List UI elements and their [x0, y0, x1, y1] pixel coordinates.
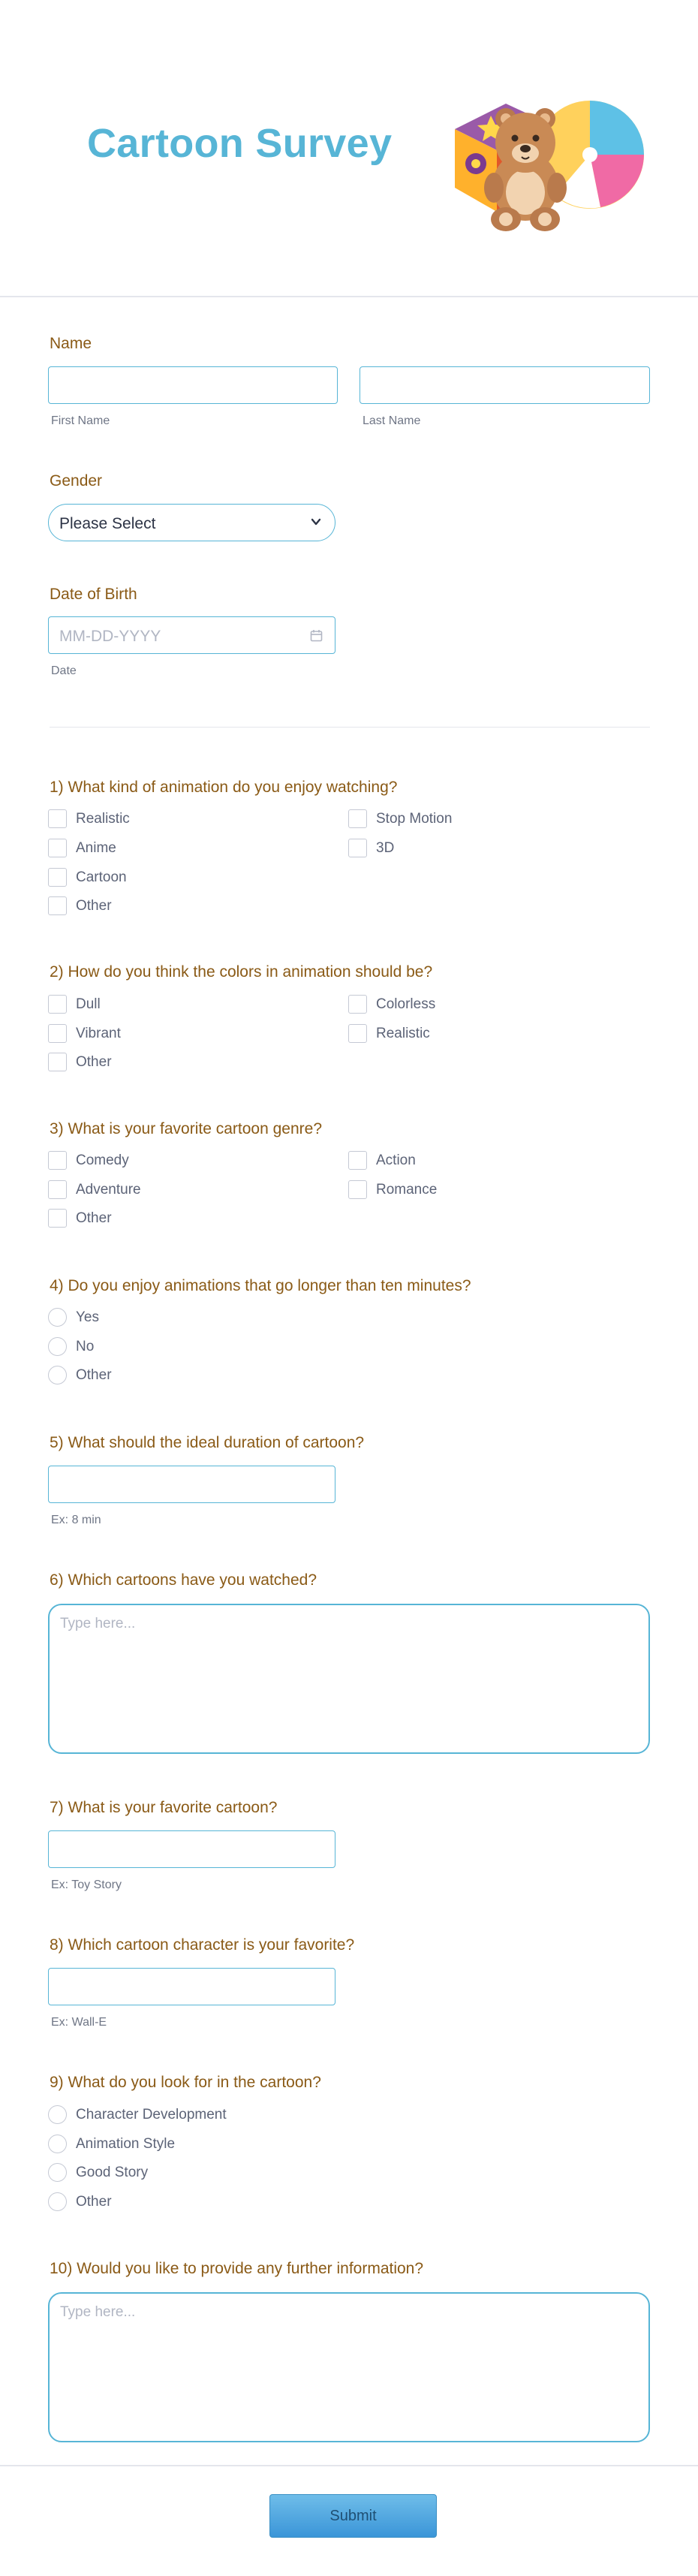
radio-button[interactable] — [48, 2163, 67, 2182]
q10-label: 10) Would you like to provide any further information? — [50, 2260, 424, 2277]
checkbox[interactable] — [48, 1024, 67, 1043]
checkbox[interactable] — [348, 809, 367, 828]
last-name-input[interactable] — [360, 366, 650, 404]
gender-label: Gender — [50, 472, 103, 490]
form-card: Cartoon Survey Name First Name Last Name Gender Please Select Date of Birth MM-DD-YYYY Date 1) What kind of animation do you enjoy watching? Realistic Anime Cartoon Other Stop Motion 3D 2) How do you think the colors in animation should be? Dull Vibrant Other Colorless Realistic 3) What is your favorite cartoon genre? Comedy Adventure Other Action Romance 4) Do you enjoy animations that go longer than ten minutes? Yes No Other 5) What should the ideal duration of cartoon? Ex: 8 min 6) Which cartoons have you watched? Type here... 7) What is your favorite cartoon? Ex: Toy Story 8) Which cartoon character is your favorite? Ex: Wall-E 9) What do you look for in the cartoon? Character Development Animation Style Good Story Other 10) Would you like to provide any further information? Type here... Submit — [0, 0, 698, 2576]
radio-button[interactable] — [48, 1308, 67, 1327]
checkbox[interactable] — [348, 839, 367, 857]
submit-button[interactable]: Submit — [269, 2494, 437, 2538]
radio-button[interactable] — [48, 2135, 67, 2153]
checkbox[interactable] — [348, 995, 367, 1014]
q4-label: 4) Do you enjoy animations that go longer than ten minutes? — [50, 1277, 471, 1294]
checkbox[interactable] — [48, 1053, 67, 1071]
dob-sublabel: Date — [51, 664, 77, 677]
chevron-down-icon — [309, 515, 323, 529]
footer-divider — [0, 2465, 698, 2466]
checkbox[interactable] — [48, 995, 67, 1014]
checkbox[interactable] — [348, 1180, 367, 1199]
checkbox[interactable] — [348, 1151, 367, 1170]
radio-button[interactable] — [48, 1337, 67, 1356]
form-header — [0, 0, 698, 297]
dob-input[interactable] — [48, 616, 335, 654]
q1-label: 1) What kind of animation do you enjoy watching? — [50, 779, 398, 796]
section-divider — [50, 727, 650, 728]
q8-sublabel: Ex: Wall-E — [51, 2016, 107, 2029]
q2-label: 2) How do you think the colors in animation should be? — [50, 963, 433, 981]
q9-label: 9) What do you look for in the cartoon? — [50, 2074, 321, 2091]
q8-favorite-character-input[interactable] — [48, 1968, 335, 2005]
gender-select[interactable] — [48, 504, 335, 541]
first-name-sublabel: First Name — [51, 414, 110, 427]
checkbox[interactable] — [48, 1151, 67, 1170]
checkbox[interactable] — [48, 1209, 67, 1228]
q5-sublabel: Ex: 8 min — [51, 1514, 101, 1526]
q10-textarea[interactable] — [48, 2292, 650, 2442]
checkbox[interactable] — [48, 896, 67, 915]
checkbox[interactable] — [48, 1180, 67, 1199]
q6-label: 6) Which cartoons have you watched? — [50, 1571, 317, 1589]
q6-textarea[interactable] — [48, 1604, 650, 1754]
dob-label: Date of Birth — [50, 586, 137, 603]
radio-button[interactable] — [48, 2105, 67, 2124]
checkbox[interactable] — [48, 868, 67, 887]
dob-placeholder: MM-DD-YYYY — [59, 628, 161, 645]
last-name-sublabel: Last Name — [363, 414, 421, 427]
q5-label: 5) What should the ideal duration of cartoon? — [50, 1434, 365, 1451]
q8-label: 8) Which cartoon character is your favorite? — [50, 1936, 355, 1954]
name-label: Name — [50, 335, 92, 352]
checkbox[interactable] — [48, 839, 67, 857]
form-title: Cartoon Survey — [87, 121, 393, 166]
first-name-input[interactable] — [48, 366, 338, 404]
radio-button[interactable] — [48, 1366, 67, 1384]
toys-illustration — [450, 83, 645, 237]
checkbox[interactable] — [348, 1024, 367, 1043]
q7-sublabel: Ex: Toy Story — [51, 1879, 122, 1891]
q3-label: 3) What is your favorite cartoon genre? — [50, 1120, 323, 1137]
q7-label: 7) What is your favorite cartoon? — [50, 1799, 278, 1816]
radio-button[interactable] — [48, 2192, 67, 2211]
checkbox[interactable] — [48, 809, 67, 828]
calendar-icon[interactable] — [310, 629, 323, 642]
q5-duration-input[interactable] — [48, 1466, 335, 1503]
gender-selected-value: Please Select — [59, 515, 156, 532]
q7-favorite-cartoon-input[interactable] — [48, 1830, 335, 1868]
